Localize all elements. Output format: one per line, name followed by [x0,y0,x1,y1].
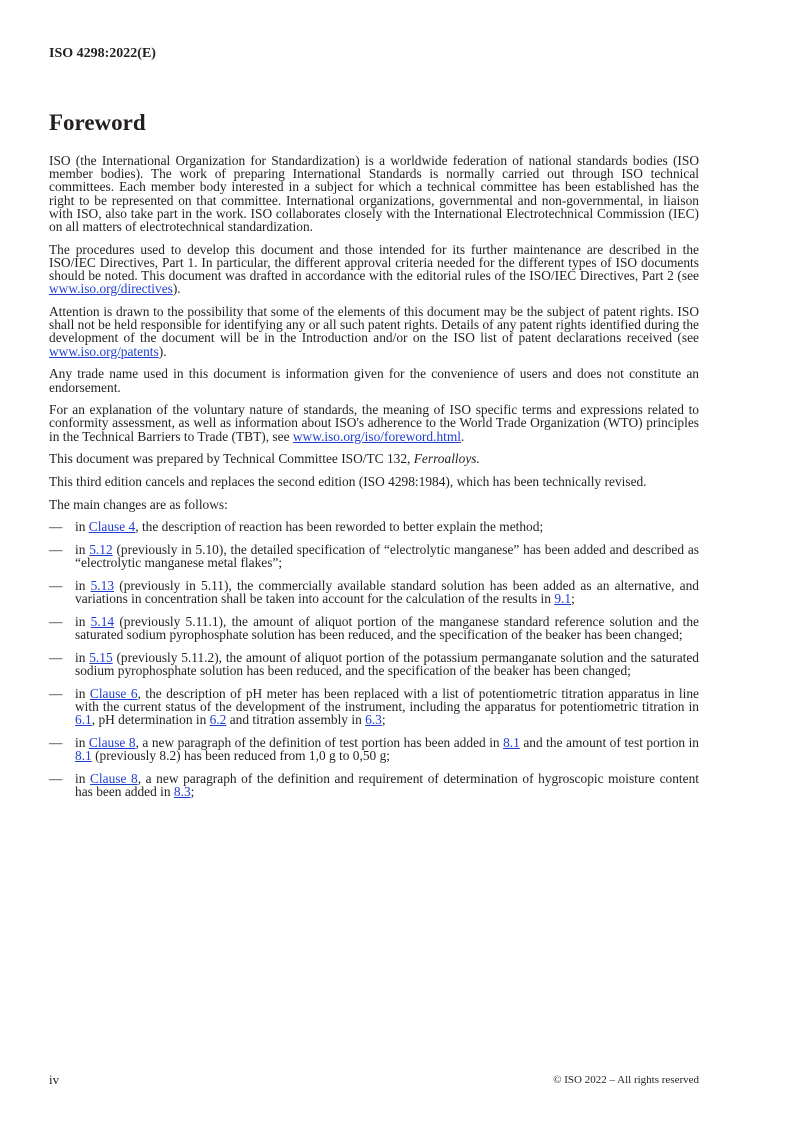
text-segment: ). [172,281,181,297]
list-dash: — [49,649,63,665]
cross-reference-link[interactable]: 8.3 [173,784,191,800]
copyright-notice: © ISO 2022 – All rights reserved [553,1074,699,1086]
text-segment: ; [190,784,195,800]
text-segment: Any trade name used in this document is information given for the convenience of users and does not constitute an endorsement. [49,366,699,395]
text-segment: The main changes are as follows: [49,496,228,512]
text-segment: in [75,519,89,535]
text-segment: (previously 8.2) has been reduced from 1,0 g to 0,50 g; [91,748,390,764]
change-list-item [49,579,699,605]
text-segment: This document was prepared by Technical Committee ISO/TC 132, [49,451,414,467]
cross-reference-link[interactable]: Clause 6 [89,685,138,701]
document-header: ISO 4298:2022(E) [49,46,156,61]
paragraph [49,403,699,443]
cross-reference-link[interactable]: www.iso.org/iso/foreword.html [292,428,461,444]
cross-reference-link[interactable]: Clause 8 [90,770,138,786]
cross-reference-link[interactable]: 8.1 [75,748,92,764]
cross-reference-link[interactable]: Clause 8 [88,734,136,750]
cross-reference-link[interactable]: Clause 4 [88,519,136,535]
paragraph [49,367,699,393]
change-list-item [49,651,699,677]
cross-reference-link[interactable]: 6.1 [75,712,92,728]
cross-reference-link[interactable]: 6.2 [209,712,227,728]
page-title: Foreword [49,110,146,135]
text-segment: in [75,685,90,701]
list-dash: — [49,578,63,594]
text-segment: (previously 5.11.1), the amount of aliquot portion of the manganese standard reference solution and the saturated sodium pyrophosphate solution has been reduced, and the specification of the beaker has been changed; [75,613,699,643]
text-segment: (previously in 5.10), the detailed specification of “electrolytic manganese” has been added and described as “electrolytic manganese metal flakes”; [75,542,699,571]
list-dash: — [49,542,63,558]
paragraph [49,243,699,296]
cross-reference-link[interactable]: 5.13 [90,578,115,594]
page-number: iv [49,1072,60,1087]
text-segment: , the description of pH meter has been replaced with a list of potentiometric titration apparatus in line with the current status of the development of the instrument, including the apparatus for potentiometric titration in [75,685,699,714]
text-segment: ISO (the International Organization for Standardization) is a worldwide federation of national standards bodies (ISO member bodies). The work of preparing International Standards is normally carried out through ISO technical committees. Each member body interested in a subject for which a technical committee has been established has the right to be represented on that committee. International organizations, governmental and non-governmental, in liaison with ISO, also take part in the work. ISO collaborates closely with the International Electrotechnical Commission (IEC) on all matters of electrotechnical standardization. [49,153,699,235]
cross-reference-link[interactable]: 8.1 [503,734,520,750]
list-dash: — [49,685,63,701]
text-segment: ; [571,591,575,607]
text-segment: This third edition cancels and replaces the second edition (ISO 4298:1984), which has been technically revised. [49,474,647,490]
paragraph [49,154,699,233]
paragraph [49,475,699,488]
text-segment: , the description of reaction has been reworded to better explain the method; [135,519,544,535]
text-segment: and titration assembly in [226,712,366,728]
cross-reference-link[interactable]: www.iso.org/directives [49,281,173,297]
cross-reference-link[interactable]: 5.14 [90,613,115,629]
text-segment: Ferroalloys. [413,451,480,467]
paragraph [49,305,699,358]
cross-reference-link[interactable]: 5.15 [89,649,113,665]
text-segment: and the amount of test portion in [519,734,700,750]
foreword-body [49,154,699,808]
text-segment: , a new paragraph of the definition of test portion has been added in [135,734,504,750]
text-segment: ; [381,712,386,728]
paragraph [49,498,699,511]
text-segment: in [75,613,91,629]
text-segment: in [75,649,90,665]
change-list-item [49,736,699,762]
text-segment: ). [158,343,167,359]
text-segment: For an explanation of the voluntary nature of standards, the meaning of ISO specific terms and expressions related to conformity assessment, as well as information about ISO's adherence to the World Trade Organization (WTO) principles in the Technical Barriers to Trade (TBT), see [49,402,699,444]
list-dash: — [49,734,63,750]
list-dash: — [49,519,63,535]
change-list-item [49,772,699,798]
text-segment: , pH determination in [91,712,210,728]
change-list-item [49,543,699,569]
text-segment: in [75,578,91,594]
text-segment: in [75,770,90,786]
cross-reference-link[interactable]: www.iso.org/patents [49,343,159,359]
text-segment: Attention is drawn to the possibility that some of the elements of this document may be the subject of patent rights. ISO shall not be held responsible for identifying any or all such patent rights. Details of any patent rights identified during the development of the document will be in the Introduction and/or on the ISO list of patent declarations received (see [49,304,699,346]
paragraph [49,452,699,465]
text-segment: (previously in 5.11), the commercially available standard solution has been added as an alternative, and variations in concentration shall be taken into account for the calculation of the results in [75,578,699,607]
change-list-item [49,520,699,533]
text-segment: in [75,542,90,558]
list-dash: — [49,770,63,786]
text-segment: in [75,734,89,750]
change-list-item [49,615,699,641]
text-segment: . [461,428,465,444]
list-dash: — [49,613,63,629]
cross-reference-link[interactable]: 9.1 [554,591,572,607]
text-segment: (previously 5.11.2), the amount of aliquot portion of the potassium permanganate solution and the saturated sodium pyrophosphate solution has been reduced, and the specification of the beaker has been changed; [75,649,700,679]
change-list-item [49,687,699,727]
cross-reference-link[interactable]: 5.12 [89,542,113,558]
text-segment: , a new paragraph of the definition and requirement of determination of hygroscopic moisture content has been added in [75,770,699,800]
text-segment: The procedures used to develop this document and those intended for its further maintenance are described in the ISO/IEC Directives, Part 1. In particular, the different approval criteria needed for the different types of ISO documents should be noted. This document was drafted in accordance with the editorial rules of the ISO/IEC Directives, Part 2 (see [49,241,699,284]
cross-reference-link[interactable]: 6.3 [365,712,382,728]
